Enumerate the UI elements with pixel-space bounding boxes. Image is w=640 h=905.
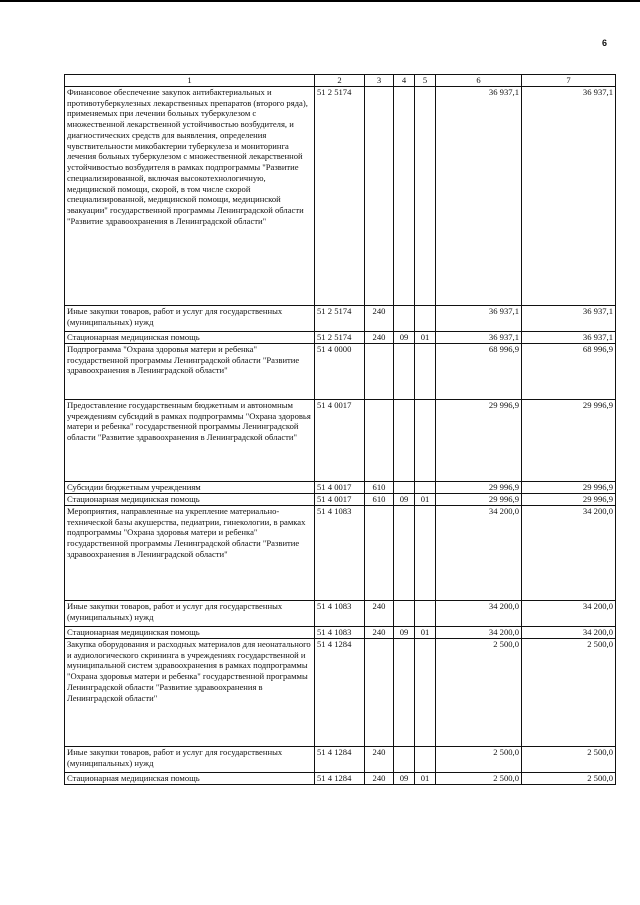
section: 09 — [394, 773, 415, 785]
amount-col6: 36 937,1 — [436, 332, 522, 344]
section: 09 — [394, 494, 415, 506]
expense-name: Подпрограмма "Охрана здоровья матери и ребенка" государственной программы Ленинградской области "Развитие здравоохранения в Ленинградской области" — [65, 344, 315, 400]
expense-name: Стационарная медицинская помощь — [65, 627, 315, 639]
section — [394, 87, 415, 306]
target-code: 51 4 0017 — [315, 494, 365, 506]
section — [394, 747, 415, 773]
expense-type — [365, 506, 394, 601]
target-code: 51 4 0017 — [315, 400, 365, 482]
subsection: 01 — [415, 494, 436, 506]
amount-col7: 2 500,0 — [522, 773, 616, 785]
amount-col7: 2 500,0 — [522, 639, 616, 747]
amount-col7: 2 500,0 — [522, 747, 616, 773]
table-row — [65, 494, 616, 506]
amount-col7: 68 996,9 — [522, 344, 616, 400]
amount-col7: 34 200,0 — [522, 601, 616, 627]
target-code: 51 4 1083 — [315, 627, 365, 639]
expense-name: Иные закупки товаров, работ и услуг для государственных (муниципальных) нужд — [65, 747, 315, 773]
amount-col6: 68 996,9 — [436, 344, 522, 400]
amount-col7: 29 996,9 — [522, 482, 616, 494]
amount-col6: 29 996,9 — [436, 400, 522, 482]
table-row — [65, 639, 616, 747]
expense-name: Финансовое обеспечение закупок антибактериальных и противотуберкулезных лекарственных препаратов (второго ряда), применяемых при лечении больных туберкулезом с множественной лекарственной устойчивостью возбудителя, и диагностических средств для выявления, определения чувствительности микобактерии туберкулеза и мониторинга лечения больных туберкулезом с множественной лекарственной устойчивостью возбудителя в рамках подпрограммы "Развитие специализированной, включая высокотехнологичную, медицинской помощи, скорой, в том числе скорой специализированной, медицинской помощи, медицинской эвакуации" государственной программы Ленинградской области "Развитие здравоохранения в Ленинградской области" — [65, 87, 315, 306]
expense-type: 240 — [365, 627, 394, 639]
expense-type — [365, 639, 394, 747]
expense-type: 240 — [365, 306, 394, 332]
column-header: 2 — [315, 75, 365, 87]
amount-col6: 29 996,9 — [436, 494, 522, 506]
amount-col6: 34 200,0 — [436, 506, 522, 601]
amount-col6: 2 500,0 — [436, 639, 522, 747]
table-row — [65, 601, 616, 627]
amount-col6: 2 500,0 — [436, 773, 522, 785]
target-code: 51 4 1083 — [315, 601, 365, 627]
target-code: 51 4 1083 — [315, 506, 365, 601]
amount-col6: 29 996,9 — [436, 482, 522, 494]
subsection — [415, 747, 436, 773]
amount-col7: 29 996,9 — [522, 400, 616, 482]
amount-col6: 2 500,0 — [436, 747, 522, 773]
target-code: 51 4 1284 — [315, 639, 365, 747]
expense-name: Стационарная медицинская помощь — [65, 494, 315, 506]
amount-col7: 29 996,9 — [522, 494, 616, 506]
section — [394, 506, 415, 601]
amount-col7: 36 937,1 — [522, 332, 616, 344]
budget-table — [64, 74, 616, 785]
expense-name: Стационарная медицинская помощь — [65, 773, 315, 785]
column-header: 6 — [436, 75, 522, 87]
column-number-row — [65, 75, 616, 87]
subsection — [415, 482, 436, 494]
column-header: 5 — [415, 75, 436, 87]
target-code: 51 4 0000 — [315, 344, 365, 400]
table-row — [65, 306, 616, 332]
expense-name: Мероприятия, направленные на укрепление материально-технической базы акушерства, педиатрии, гинекологии, в рамках подпрограммы "Охрана здоровья матери и ребенка" государственной программы Ленинградской области "Развитие здравоохранения в Ленинградской области" — [65, 506, 315, 601]
target-code: 51 4 1284 — [315, 773, 365, 785]
target-code: 51 4 1284 — [315, 747, 365, 773]
amount-col6: 34 200,0 — [436, 627, 522, 639]
subsection — [415, 506, 436, 601]
amount-col6: 36 937,1 — [436, 87, 522, 306]
column-header: 7 — [522, 75, 616, 87]
table-row — [65, 400, 616, 482]
expense-name: Предоставление государственным бюджетным и автономным учреждениям субсидий в рамках подпрограммы "Охрана здоровья матери и ребенка" государственной программы Ленинградской области "Развитие здравоохранения в Ленинградской области" — [65, 400, 315, 482]
section — [394, 306, 415, 332]
table-row — [65, 344, 616, 400]
expense-type: 240 — [365, 747, 394, 773]
target-code: 51 2 5174 — [315, 306, 365, 332]
expense-type — [365, 344, 394, 400]
subsection: 01 — [415, 332, 436, 344]
table-row — [65, 87, 616, 306]
expense-name: Закупка оборудования и расходных материалов для неонатального и аудиологического скрининга в учреждениях государственной и муниципальной систем здравоохранения в рамках подпрограммы "Охрана здоровья матери и ребенка" государственной программы Ленинградской области "Развитие здравоохранения в Ленинградской области" — [65, 639, 315, 747]
expense-name: Стационарная медицинская помощь — [65, 332, 315, 344]
table-row — [65, 332, 616, 344]
subsection — [415, 601, 436, 627]
section: 09 — [394, 627, 415, 639]
table-row — [65, 747, 616, 773]
scan-top-edge — [0, 0, 640, 2]
target-code: 51 2 5174 — [315, 87, 365, 306]
subsection: 01 — [415, 773, 436, 785]
table-row — [65, 482, 616, 494]
page-number: 6 — [601, 38, 607, 48]
subsection — [415, 400, 436, 482]
section — [394, 601, 415, 627]
expense-type: 610 — [365, 494, 394, 506]
table-row — [65, 506, 616, 601]
expense-type: 240 — [365, 332, 394, 344]
subsection: 01 — [415, 627, 436, 639]
section — [394, 639, 415, 747]
amount-col6: 36 937,1 — [436, 306, 522, 332]
amount-col7: 34 200,0 — [522, 627, 616, 639]
expense-type: 240 — [365, 601, 394, 627]
subsection — [415, 306, 436, 332]
table-row — [65, 627, 616, 639]
expense-type: 240 — [365, 773, 394, 785]
expense-type: 610 — [365, 482, 394, 494]
section — [394, 344, 415, 400]
section — [394, 482, 415, 494]
target-code: 51 2 5174 — [315, 332, 365, 344]
subsection — [415, 639, 436, 747]
target-code: 51 4 0017 — [315, 482, 365, 494]
column-header: 1 — [65, 75, 315, 87]
table-row — [65, 773, 616, 785]
amount-col7: 34 200,0 — [522, 506, 616, 601]
subsection — [415, 344, 436, 400]
expense-name: Иные закупки товаров, работ и услуг для государственных (муниципальных) нужд — [65, 601, 315, 627]
expense-name: Субсидии бюджетным учреждениям — [65, 482, 315, 494]
section — [394, 400, 415, 482]
section: 09 — [394, 332, 415, 344]
column-header: 4 — [394, 75, 415, 87]
amount-col6: 34 200,0 — [436, 601, 522, 627]
subsection — [415, 87, 436, 306]
expense-type — [365, 87, 394, 306]
amount-col7: 36 937,1 — [522, 306, 616, 332]
column-header: 3 — [365, 75, 394, 87]
expense-type — [365, 400, 394, 482]
amount-col7: 36 937,1 — [522, 87, 616, 306]
expense-name: Иные закупки товаров, работ и услуг для государственных (муниципальных) нужд — [65, 306, 315, 332]
